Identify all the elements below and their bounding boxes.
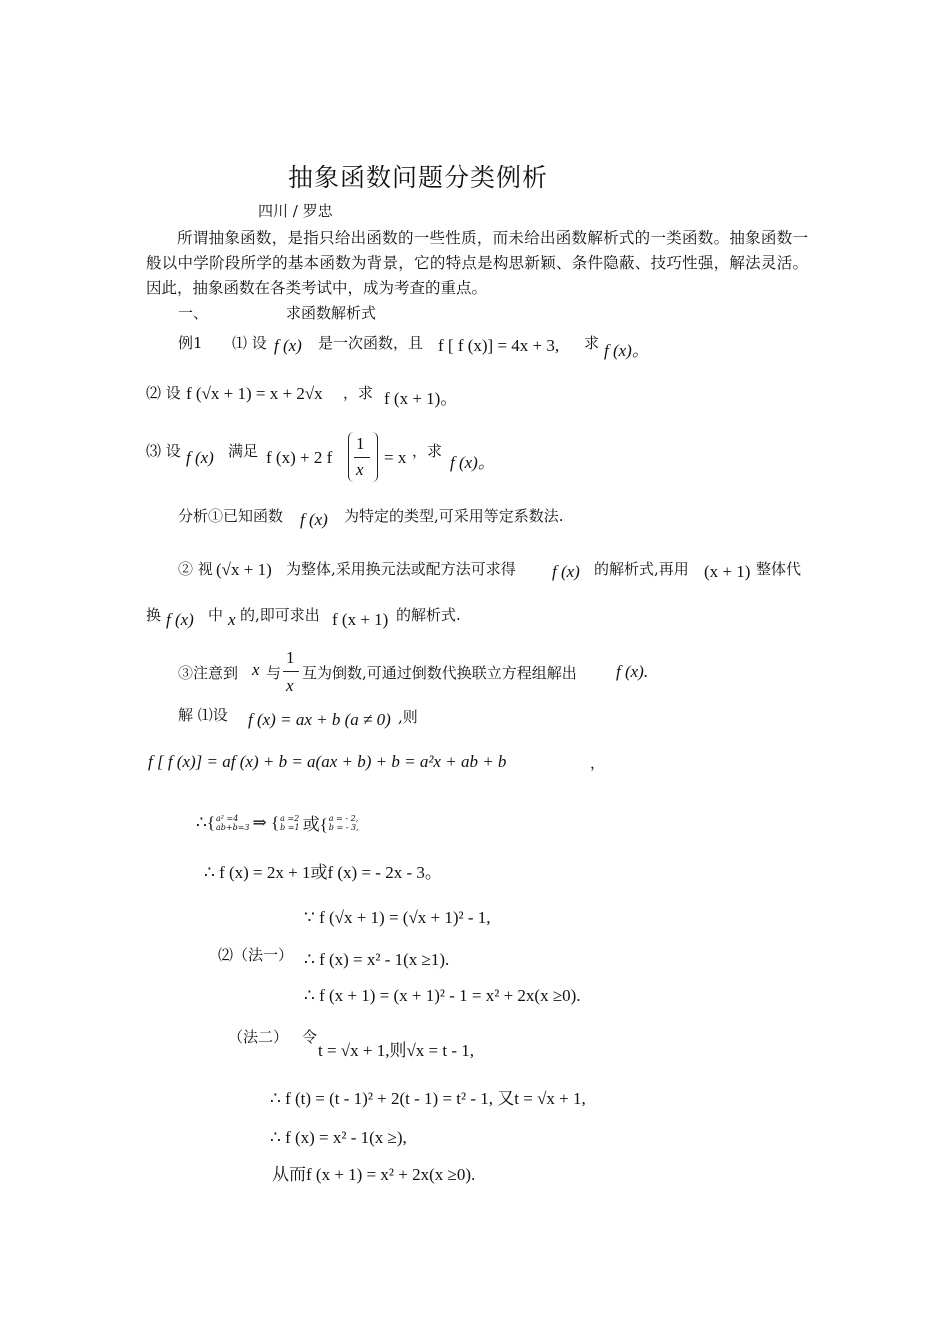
intro-paragraph: 所谓抽象函数，是指只给出函数的一些性质，而未给出函数解析式的一类函数。抽象函数一般以中学阶段所学的基本函数为背景，它的特点是构思新颖、条件隐蔽、技巧性强，解法灵活。因此，抽象函数在各类考试中，成为考查的重点。 bbox=[146, 229, 808, 297]
author: 四川 / 罗忠 bbox=[258, 202, 333, 220]
system-1-eq2: ab+b=3 bbox=[215, 822, 250, 832]
analysis-3-text: 互为倒数,可通过倒数代换联立方程组解出 bbox=[302, 664, 577, 682]
analysis-3-with: 与 bbox=[266, 664, 282, 682]
analysis-3-frac-num: 1 bbox=[286, 648, 295, 667]
solution-1-composition: f [ f (x)] = af (x) + b = a(ax + b) + b = a²x + ab + b bbox=[148, 752, 507, 771]
solution-1-setup: f (x) = ax + b (a ≠ 0) bbox=[248, 710, 391, 729]
fraction-bar bbox=[354, 457, 370, 458]
analysis-2-fx2: f (x) bbox=[166, 610, 194, 629]
part3-ask: ，求 bbox=[412, 442, 443, 460]
section-title: 求函数解析式 bbox=[286, 304, 377, 322]
part3-text: 满足 bbox=[228, 442, 259, 460]
fraction-bar bbox=[283, 671, 299, 672]
part2-ask: ，求 bbox=[343, 384, 374, 402]
part1-target: f (x)。 bbox=[604, 341, 649, 360]
method-1-label: ⑵（法一） bbox=[218, 946, 294, 964]
section-number: 一、 bbox=[178, 304, 209, 322]
analysis-2-fx: f (x) bbox=[552, 562, 580, 581]
solution-1-systems bbox=[196, 810, 359, 835]
analysis-2-lead: ② 视 bbox=[178, 560, 213, 578]
system-2-eq2: b =1 bbox=[280, 822, 300, 832]
analysis-3-target: f (x). bbox=[616, 662, 649, 681]
part1-fx: f (x) bbox=[274, 336, 302, 355]
method-2-let: 令 bbox=[302, 1028, 318, 1046]
part1-number: ⑴ 设 bbox=[232, 334, 267, 352]
part3-frac-num: 1 bbox=[356, 434, 365, 453]
solution-lead: 解 ⑴设 bbox=[178, 706, 228, 724]
analysis-2-text3: 整体代 bbox=[756, 560, 802, 578]
part3-frac-den: x bbox=[356, 460, 364, 479]
analysis-2-text4: 换 bbox=[146, 606, 162, 624]
part2-target: f (x + 1)。 bbox=[384, 389, 458, 408]
analysis-1-lead: 分析①已知函数 bbox=[178, 507, 284, 525]
method-1-step3: ∴ f (x + 1) = (x + 1)² - 1 = x² + 2x(x ≥0). bbox=[304, 986, 581, 1005]
method-2-step2: ∴ f (t) = (t - 1)² + 2(t - 1) = t² - 1, 又t = √x + 1, bbox=[270, 1089, 586, 1108]
part2-equation: f (√x + 1) = x + 2√x bbox=[186, 384, 323, 403]
part3-target: f (x)。 bbox=[450, 453, 495, 472]
system-1-eq1: a² =4 bbox=[215, 813, 239, 823]
analysis-1-text: 为特定的类型,可采用等定系数法. bbox=[344, 507, 564, 525]
analysis-3-lead: ③注意到 bbox=[178, 664, 239, 682]
solution-1-result: ∴ f (x) = 2x + 1或f (x) = - 2x - 3。 bbox=[204, 863, 442, 882]
solution-1-then: ,则 bbox=[398, 708, 418, 726]
therefore-brace: ∴{ bbox=[196, 812, 215, 832]
method-2-step3: ∴ f (x) = x² - 1(x ≥), bbox=[270, 1128, 407, 1147]
part1-ask: 求 bbox=[584, 334, 600, 352]
analysis-2-text5: 中 bbox=[208, 606, 224, 624]
method-1-step2: ∴ f (x) = x² - 1(x ≥1). bbox=[304, 950, 450, 969]
part2-number: ⑵ 设 bbox=[146, 384, 181, 402]
method-2-label: （法二） bbox=[228, 1028, 289, 1046]
method-2-step4: 从而f (x + 1) = x² + 2x(x ≥0). bbox=[272, 1165, 476, 1184]
analysis-3-frac-den: x bbox=[286, 676, 294, 695]
system-3-eq2: b = - 3, bbox=[328, 822, 359, 832]
page-title: 抽象函数问题分类例析 bbox=[288, 163, 549, 192]
analysis-2-text2: 的解析式,再用 bbox=[594, 560, 689, 578]
part1-text: 是一次函数，且 bbox=[318, 334, 424, 352]
solution-1-comma: ， bbox=[590, 754, 606, 772]
part3-equation-left: f (x) + 2 f bbox=[266, 448, 333, 467]
part1-equation: f [ f (x)] = 4x + 3, bbox=[438, 336, 560, 355]
analysis-2-text6: 的,即可求出 bbox=[240, 606, 320, 624]
analysis-3-var: x bbox=[252, 660, 260, 679]
method-2-step1: t = √x + 1,则√x = t - 1, bbox=[318, 1041, 475, 1060]
part3-number: ⑶ 设 bbox=[146, 442, 181, 460]
analysis-2-x1: (x + 1) bbox=[704, 562, 751, 581]
analysis-2-var: x bbox=[228, 610, 236, 629]
analysis-2-text7: 的解析式. bbox=[396, 606, 461, 624]
or-brace: 或{ bbox=[302, 815, 328, 834]
method-1-step1: ∵ f (√x + 1) = (√x + 1)² - 1, bbox=[304, 908, 491, 927]
analysis-2-text1: 为整体,采用换元法或配方法可求得 bbox=[286, 560, 516, 578]
part3-fx: f (x) bbox=[186, 448, 214, 467]
part3-equation-right: = x bbox=[384, 448, 407, 467]
system-3-eq1: a = - 2, bbox=[328, 813, 359, 823]
analysis-1-fx: f (x) bbox=[300, 510, 328, 529]
analysis-2-expr: (√x + 1) bbox=[216, 560, 272, 579]
system-2-eq1: a =2 bbox=[280, 813, 300, 823]
implies-brace: ⇒ { bbox=[252, 812, 280, 832]
analysis-2-fx1: f (x + 1) bbox=[332, 610, 389, 629]
example-label: 例1 bbox=[178, 334, 203, 352]
